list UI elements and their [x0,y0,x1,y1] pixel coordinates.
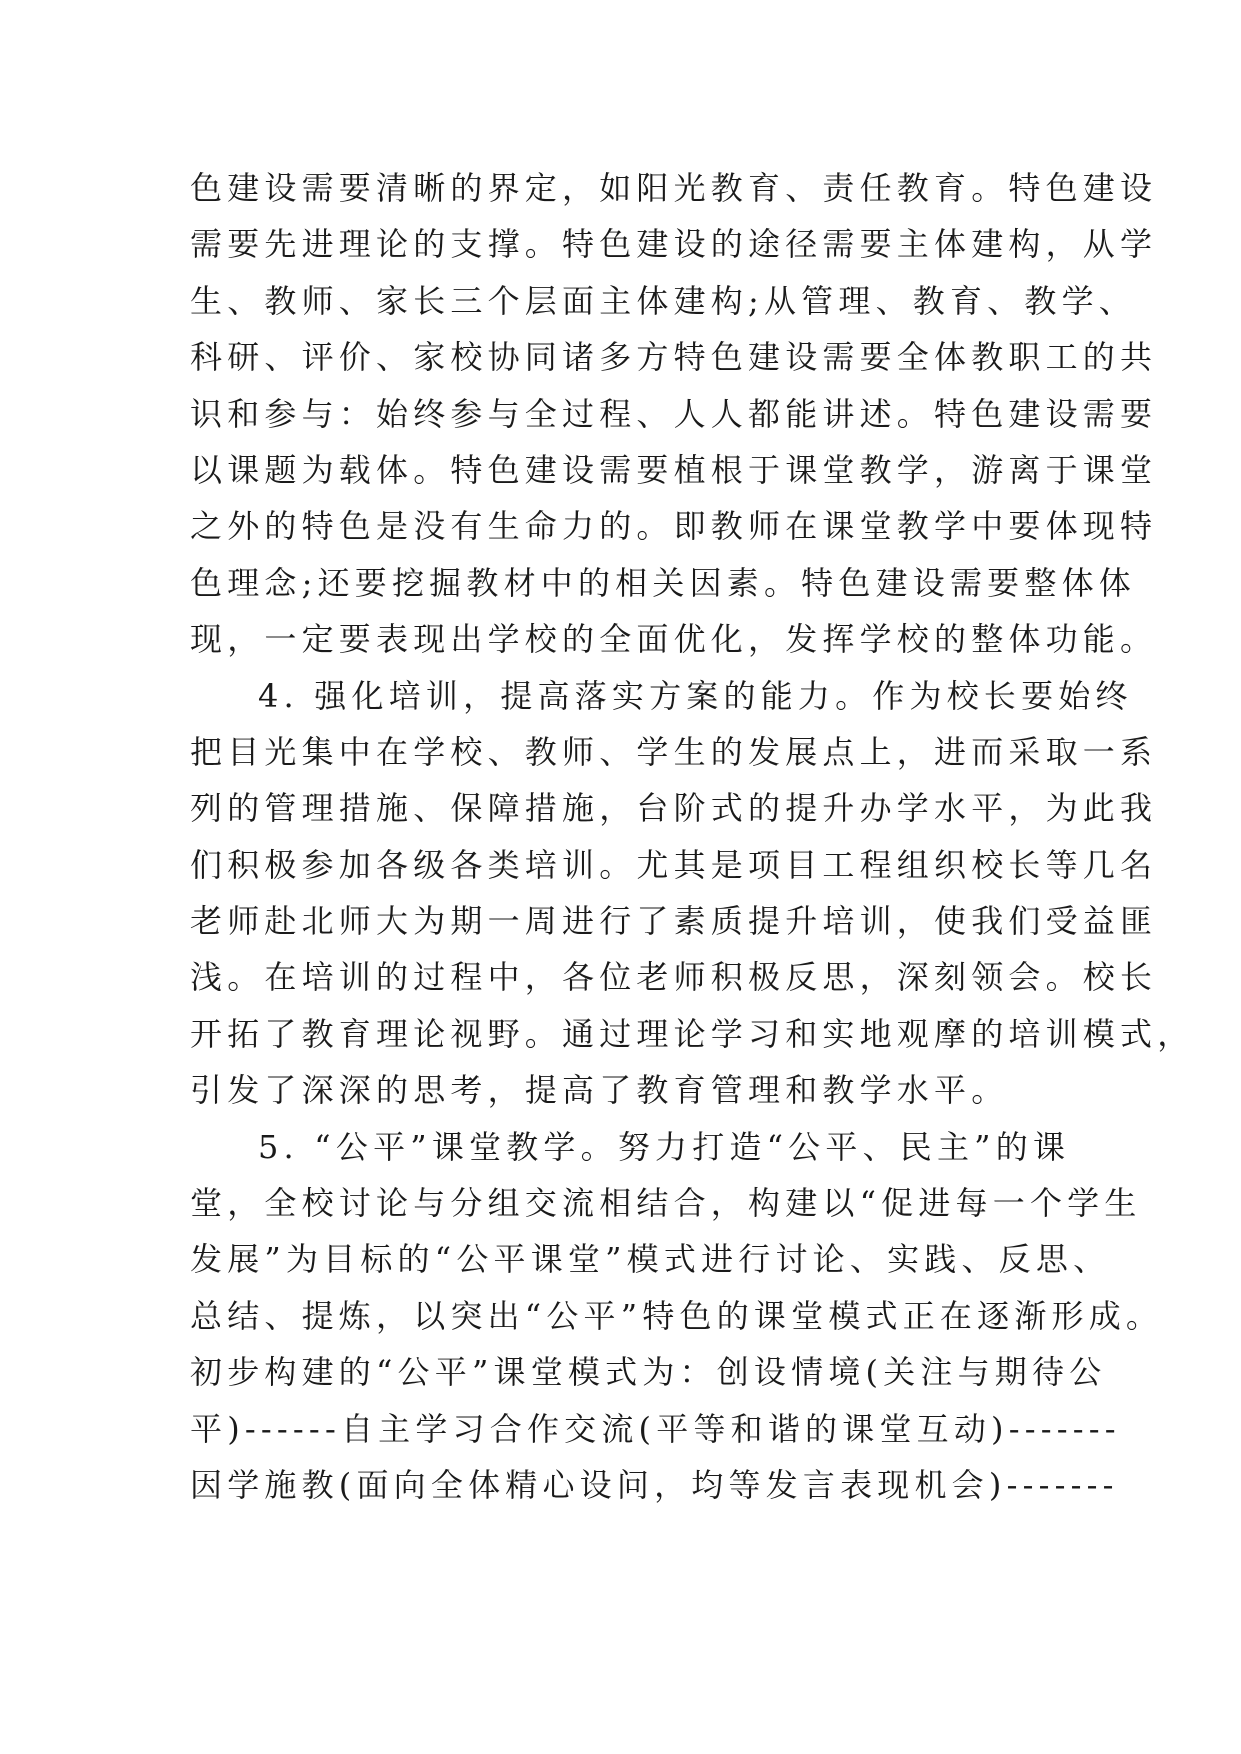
text-line: 色理念;还要挖掘教材中的相关因素。特色建设需要整体体 [190,563,1136,602]
text-line: 现，一定要表现出学校的全面优化，发挥学校的整体功能。 [190,620,1158,659]
text-line: 识和参与：始终参与全过程、人人都能讲述。特色建设需要 [190,394,1158,433]
paragraph-4-first-line: 4. 强化培训，提高落实方案的能力。作为校长要始终 [258,676,1133,715]
text-line: 开拓了教育理论视野。通过理论学习和实地观摩的培训模式， [190,1014,1195,1053]
text-line: 因学施教(面向全体精心设问，均等发言表现机会)------- [190,1465,1119,1504]
text-line: 发展”为目标的“公平课堂”模式进行讨论、实践、反思、 [190,1240,1111,1279]
text-line: 需要先进理论的支撑。特色建设的途径需要主体建构，从学 [190,225,1158,264]
text-line: 们积极参加各级各类培训。尤其是项目工程组织校长等几名 [190,845,1158,884]
text-line: 总结、提炼，以突出“公平”特色的课堂模式正在逐渐形成。 [190,1296,1164,1335]
text-line: 以课题为载体。特色建设需要植根于课堂教学，游离于课堂 [190,450,1158,489]
text-line: 老师赴北师大为期一周进行了素质提升培训，使我们受益匪 [190,902,1158,941]
text-line: 科研、评价、家校协同诸多方特色建设需要全体教职工的共 [190,338,1158,377]
text-line: 浅。在培训的过程中，各位老师积极反思，深刻领会。校长 [190,958,1158,997]
text-line: 之外的特色是没有生命力的。即教师在课堂教学中要体现特 [190,507,1158,546]
text-line: 引发了深深的思考，提高了教育管理和教学水平。 [190,1071,1009,1110]
text-line: 把目光集中在学校、教师、学生的发展点上，进而采取一系 [190,732,1158,771]
paragraph-5-first-line: 5. “公平”课堂教学。努力打造“公平、民主”的课 [258,1127,1071,1166]
text-line: 列的管理措施、保障措施，台阶式的提升办学水平，为此我 [190,789,1158,828]
body-text [190,160,1195,1513]
text-line: 生、教师、家长三个层面主体建构;从管理、教育、教学、 [190,281,1136,320]
text-line: 色建设需要清晰的界定，如阳光教育、责任教育。特色建设 [190,169,1158,207]
text-line: 初步构建的“公平”课堂模式为：创设情境(关注与期待公 [190,1353,1107,1392]
text-line: 堂，全校讨论与分组交流相结合，构建以“促进每一个学生 [190,1184,1142,1223]
text-line: 平)------自主学习合作交流(平等和谐的课堂互动)------- [190,1409,1121,1448]
